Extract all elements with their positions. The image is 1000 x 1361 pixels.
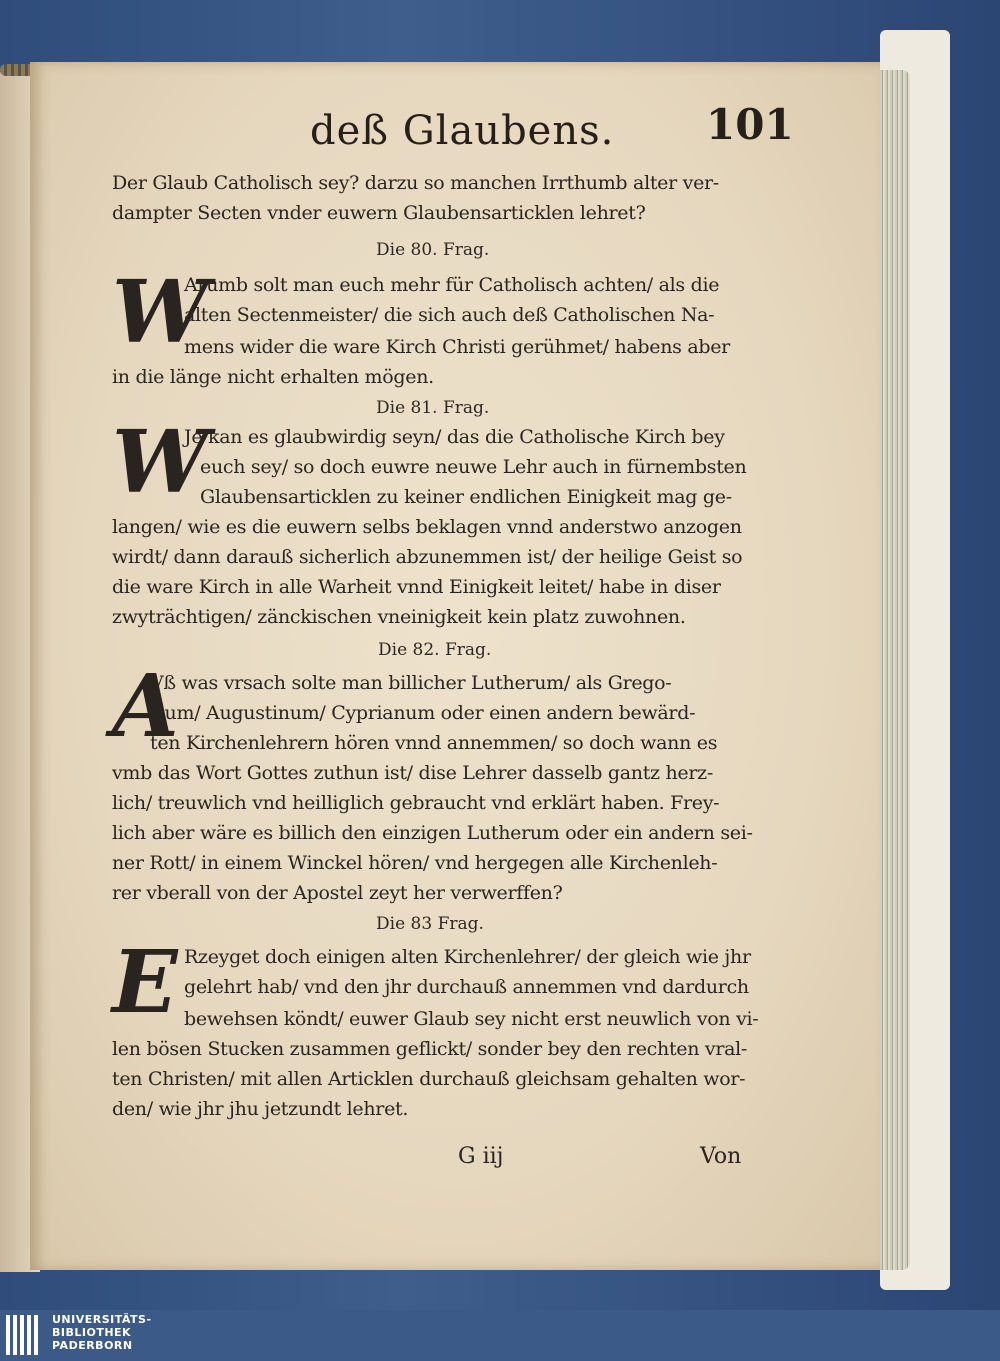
question-heading: Die 81. Frag.	[376, 398, 490, 418]
library-logo-text	[52, 1313, 152, 1352]
logo-line: BIBLIOTHEK	[52, 1326, 132, 1339]
text-line: ner Rott/ in einem Winckel hören/ vnd hergegen alle Kirchenleh-	[112, 852, 718, 874]
text-line: die ware Kirch in alle Warheit vnnd Einigkeit leitet/ habe in diser	[112, 576, 721, 598]
running-head: deß Glaubens.	[310, 108, 615, 154]
text-line: alten Sectenmeister/ die sich auch deß Catholischen Na-	[184, 304, 715, 326]
question-heading: Die 80. Frag.	[376, 240, 490, 260]
question-heading: Die 82. Frag.	[378, 640, 492, 660]
text-line: rium/ Augustinum/ Cyprianum oder einen andern bewärd-	[150, 702, 696, 724]
signature-mark: G iij	[458, 1144, 504, 1169]
text-line: euch sey/ so doch euwre neuwe Lehr auch in fürnembsten	[200, 456, 747, 478]
text-line: lich aber wäre es billich den einzigen Lutherum oder ein andern sei-	[112, 822, 753, 844]
drop-cap: E	[112, 932, 178, 1033]
text-line: bewehsen köndt/ euwer Glaub sey nicht erst neuwlich von vi-	[184, 1008, 759, 1030]
library-logo-icon	[4, 1313, 46, 1357]
logo-line: PADERBORN	[52, 1339, 133, 1352]
text-line: lich/ treuwlich vnd heilliglich gebraucht vnd erklärt haben. Frey-	[112, 792, 720, 814]
drop-cap: A	[112, 656, 179, 757]
text-line: zwyträchtigen/ zänckischen vneinigkeit kein platz zuwohnen.	[112, 606, 686, 628]
text-line: Arumb solt man euch mehr für Catholisch achten/ als die	[184, 274, 720, 296]
page-number: 101	[706, 100, 794, 149]
text-line: gelehrt hab/ vnd den jhr durchauß annemmen vnd dardurch	[184, 976, 749, 998]
text-line: wirdt/ dann darauß sicherlich abzunemmen ist/ der heilige Geist so	[112, 546, 743, 568]
question-heading: Die 83 Frag.	[376, 914, 484, 934]
drop-cap: W	[112, 412, 209, 513]
text-line: dampter Secten vnder euwern Glaubensarticklen lehret?	[112, 202, 646, 224]
text-line: Je kan es glaubwirdig seyn/ das die Catholische Kirch bey	[184, 426, 725, 448]
text-line: Glaubensarticklen zu keiner endlichen Einigkeit mag ge-	[200, 486, 732, 508]
logo-line: UNIVERSITÄTS-	[52, 1313, 152, 1326]
text-line: len bösen Stucken zusammen geflickt/ sonder bey den rechten vral-	[112, 1038, 748, 1060]
text-line: Der Glaub Catholisch sey? darzu so manchen Irrthumb alter ver-	[112, 172, 719, 194]
text-line: rer vberall von der Apostel zeyt her verwerffen?	[112, 882, 563, 904]
text-line: den/ wie jhr jhu jetzundt lehret.	[112, 1098, 409, 1120]
text-line: langen/ wie es die euwern selbs beklagen vnnd anderstwo anzogen	[112, 516, 742, 538]
text-line: Vß was vrsach solte man billicher Lutherum/ als Grego-	[150, 672, 672, 694]
text-line: Rzeyget doch einigen alten Kirchenlehrer/ der gleich wie jhr	[184, 946, 751, 968]
drop-cap: W	[112, 262, 209, 363]
text-line: ten Christen/ mit allen Articklen durchauß gleichsam gehalten wor-	[112, 1068, 746, 1090]
catchword: Von	[700, 1144, 742, 1169]
text-line: vmb das Wort Gottes zuthun ist/ dise Lehrer dasselb gantz herz-	[112, 762, 713, 784]
text-line: ten Kirchenlehrern hören vnnd annemmen/ so doch wann es	[150, 732, 718, 754]
text-line: in die länge nicht erhalten mögen.	[112, 366, 434, 388]
text-line: mens wider die ware Kirch Christi gerühmet/ habens aber	[184, 336, 730, 358]
